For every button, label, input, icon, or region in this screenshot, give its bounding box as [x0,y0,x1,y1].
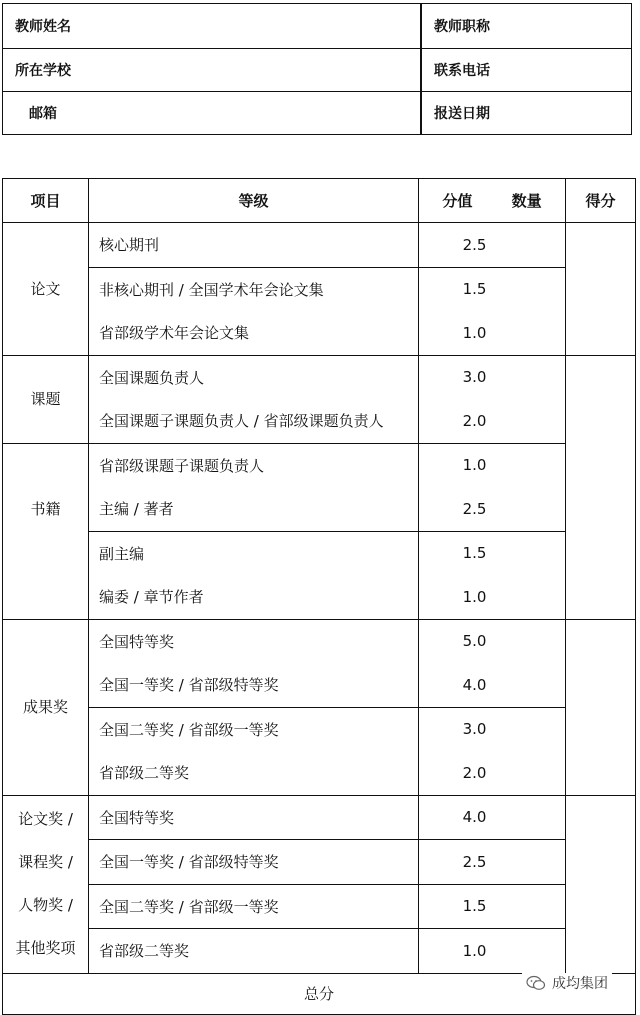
teacher-name-label: 教师姓名 [15,18,71,35]
header-level: 等级 [89,179,419,223]
watermark-right [522,973,612,993]
level-cell [89,929,419,974]
value-text: 2.5 [462,852,487,871]
table-row [3,531,636,619]
group-award-line: 论文奖 / [18,810,73,828]
level-text: 全国二等奖 / 省部级一等奖 [99,897,279,916]
level-text: 全国特等奖 [99,632,175,651]
level-cell [89,840,419,885]
table-row [3,884,636,929]
table-row [3,223,636,268]
value-text: 1.0 [462,323,487,342]
value-text: 3.0 [462,368,487,387]
group-achievement: 成果奖 [3,619,89,795]
level-cell [89,531,419,619]
value-text: 1.5 [462,544,487,563]
value-text: 2.0 [462,763,487,782]
total-label: 总分 [3,973,636,1014]
value-text: 2.5 [462,499,487,518]
score-cell[interactable] [566,355,636,619]
level-text: 全国特等奖 [99,808,175,827]
teacher-info-table [2,3,632,135]
group-award-line: 人物奖 / [18,896,73,914]
group-book-label: 书籍 [30,500,61,518]
level-text: 全国课题负责人 [99,368,205,387]
level-text: 全国一等奖 / 省部级特等奖 [99,676,279,695]
level-text: 省部级课题子课题负责人 [99,456,265,475]
watermark-text: 成均集团 [552,976,608,992]
level-cell [89,223,419,268]
value-text: 2.0 [462,411,487,430]
level-text: 副主编 [99,544,145,563]
score-cell[interactable] [566,619,636,795]
header-score: 得分 [566,179,636,223]
info-row-school [3,48,631,92]
level-cell [89,707,419,795]
value-cell [419,929,566,974]
value-cell [419,355,566,443]
value-cell [419,707,566,795]
group-award-line: 课程奖 / [18,853,73,871]
value-text: 1.0 [462,587,487,606]
value-text: 1.0 [462,456,487,475]
info-row-email [3,91,631,135]
table-header-row [3,179,636,223]
level-text: 全国课题子课题负责人 / 省部级课题负责人 [99,412,384,431]
level-text: 编委 / 章节作者 [99,588,204,607]
header-value-quantity [419,179,566,223]
phone-label: 联系电话 [434,62,490,79]
group-paper: 论文 [3,223,89,356]
score-cell[interactable] [566,795,636,973]
value-cell [419,223,566,268]
level-text: 主编 / 著者 [99,500,174,519]
submit-date-label: 报送日期 [434,106,490,123]
header-item: 项目 [3,179,89,223]
value-text: 1.5 [462,897,487,916]
level-text: 全国一等奖 / 省部级特等奖 [99,853,279,872]
table-row [3,707,636,795]
level-cell [89,884,419,929]
email-label: 邮箱 [29,106,57,123]
value-cell [419,531,566,619]
table-row [3,795,636,840]
wechat-icon [526,975,546,991]
value-cell [419,884,566,929]
group-book [3,500,89,619]
value-cell [419,619,566,707]
level-text: 核心期刊 [99,236,160,255]
level-text: 省部级二等奖 [99,942,190,961]
scoring-table [2,178,636,1015]
value-text: 2.5 [462,235,487,254]
teacher-title-label: 教师职称 [434,18,490,35]
value-cell [419,443,566,531]
level-cell [89,795,419,840]
level-text: 省部级二等奖 [99,764,190,783]
level-cell [89,267,419,355]
level-text: 省部级学术年会论文集 [99,324,250,343]
value-cell [419,267,566,355]
group-project: 课题 [3,355,89,443]
value-cell [419,795,566,840]
table-row [3,929,636,974]
score-cell[interactable] [566,223,636,356]
level-text: 非核心期刊 / 全国学术年会论文集 [99,280,324,299]
value-cell [419,840,566,885]
value-text: 1.5 [462,280,487,299]
value-text: 1.0 [462,941,487,960]
header-value: 分值 [442,192,473,210]
level-cell [89,443,419,531]
level-text: 全国二等奖 / 省部级一等奖 [99,720,279,739]
table-row [3,443,636,531]
header-quantity: 数量 [511,192,542,210]
info-row-name [3,4,631,48]
value-text: 3.0 [462,720,487,739]
value-text: 5.0 [462,632,487,651]
table-row [3,619,636,707]
group-award-multi [3,795,89,973]
table-row [3,267,636,355]
table-row [3,355,636,443]
level-cell [89,355,419,443]
level-cell [89,619,419,707]
value-text: 4.0 [462,675,487,694]
group-award-line: 其他奖项 [15,939,76,957]
value-text: 4.0 [462,808,487,827]
table-row [3,840,636,885]
school-label: 所在学校 [15,62,71,79]
